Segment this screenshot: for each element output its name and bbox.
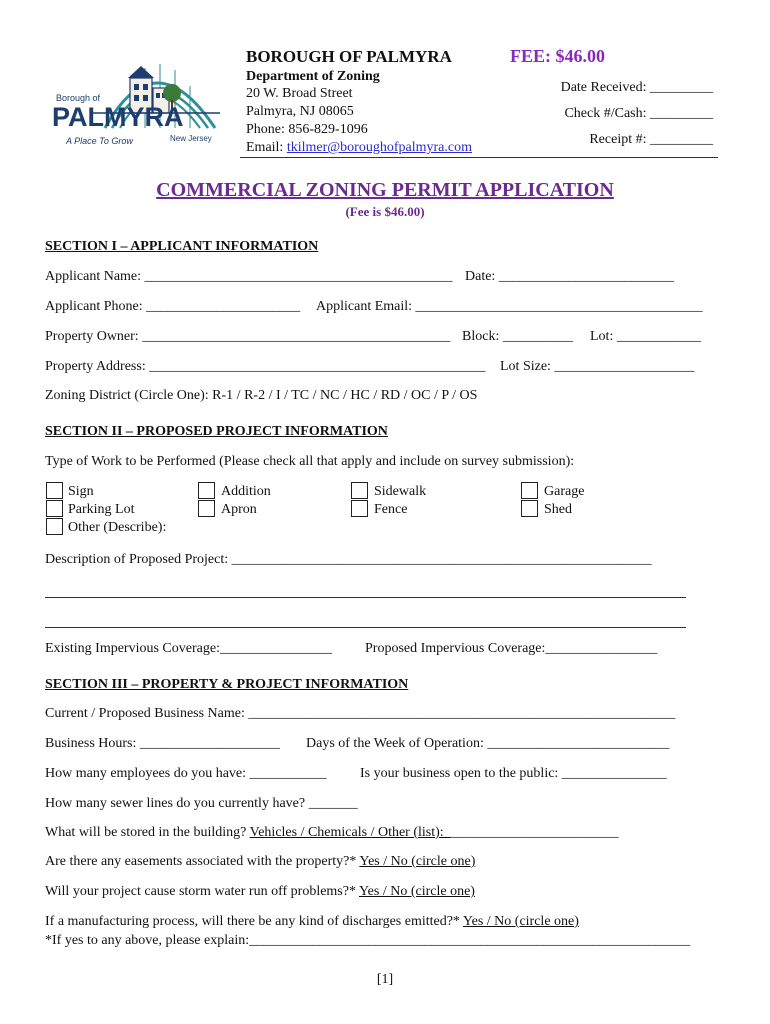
address-line-1: 20 W. Broad Street <box>246 86 353 101</box>
storm-water-question-text: Will your project cause storm water run off problems?* <box>45 884 359 899</box>
fee-label: FEE: $46.00 <box>510 46 606 66</box>
proposed-coverage-field[interactable]: Proposed Impervious Coverage:________________ <box>365 641 658 656</box>
phone-number: Phone: 856-829-1096 <box>246 122 368 137</box>
applicant-name-field[interactable]: Applicant Name: ____________________________________________ <box>45 269 453 284</box>
sidewalk-checkbox[interactable] <box>351 482 368 499</box>
section-1-heading: SECTION I – APPLICANT INFORMATION <box>45 239 319 254</box>
other-checkbox[interactable] <box>46 518 63 535</box>
property-owner-field[interactable]: Property Owner: ____________________________________________ <box>45 329 451 344</box>
stored-question-text: What will be stored in the building? <box>45 825 250 840</box>
logo-palmyra: PALMYRA <box>52 102 184 132</box>
shed-label: Shed <box>544 502 572 517</box>
header-divider <box>240 157 718 158</box>
explain-field[interactable]: *If yes to any above, please explain:_______________________________________________________________ <box>45 933 691 948</box>
easements-question <box>45 854 475 870</box>
manufacturing-question <box>45 914 579 930</box>
existing-coverage-field[interactable]: Existing Impervious Coverage:________________ <box>45 641 332 656</box>
storm-water-question <box>45 884 475 900</box>
sidewalk-label: Sidewalk <box>374 484 427 499</box>
logo-tagline: A Place To Grow <box>66 136 133 146</box>
page-number: [1] <box>376 972 394 987</box>
parking-lot-checkbox[interactable] <box>46 500 63 517</box>
description-line-3[interactable] <box>45 627 686 628</box>
property-address-field[interactable]: Property Address: ________________________________________________ <box>45 359 486 374</box>
form-title: COMMERCIAL ZONING PERMIT APPLICATION <box>156 179 614 201</box>
borough-logo <box>50 48 230 153</box>
apron-label: Apron <box>221 502 257 517</box>
receipt-field[interactable]: Receipt #: _________ <box>589 132 713 147</box>
applicant-phone-field[interactable]: Applicant Phone: ______________________ <box>45 299 301 314</box>
lot-field[interactable]: Lot: ____________ <box>590 329 701 344</box>
zoning-district-options[interactable]: Zoning District (Circle One): R-1 / R-2 / I / TC / NC / HC / RD / OC / P / OS <box>45 388 478 403</box>
easements-yes-no[interactable]: Yes / No (circle one) <box>359 854 476 869</box>
sewer-lines-field[interactable]: How many sewer lines do you currently have? _______ <box>45 796 358 811</box>
date-field[interactable]: Date: _________________________ <box>465 269 674 284</box>
date-received-field[interactable]: Date Received: _________ <box>560 80 713 95</box>
addition-checkbox[interactable] <box>198 482 215 499</box>
sign-checkbox[interactable] <box>46 482 63 499</box>
section-2-heading: SECTION II – PROPOSED PROJECT INFORMATION <box>45 424 388 439</box>
fence-label: Fence <box>374 502 408 517</box>
open-to-public-field[interactable]: Is your business open to the public: _______________ <box>360 766 667 781</box>
manufacturing-question-text: If a manufacturing process, will there be any kind of discharges emitted?* <box>45 914 463 929</box>
shed-checkbox[interactable] <box>521 500 538 517</box>
other-label: Other (Describe): <box>68 520 167 535</box>
stored-list-line[interactable]: ________________________ <box>450 825 619 840</box>
logo-state: New Jersey <box>170 134 212 143</box>
parking-lot-label: Parking Lot <box>68 502 135 517</box>
fence-checkbox[interactable] <box>351 500 368 517</box>
storm-water-yes-no[interactable]: Yes / No (circle one) <box>358 884 475 899</box>
addition-label: Addition <box>221 484 271 499</box>
project-description-field[interactable]: Description of Proposed Project: ____________________________________________________________ <box>45 552 652 567</box>
description-line-2[interactable] <box>45 597 686 598</box>
employees-field[interactable]: How many employees do you have: ___________ <box>45 766 327 781</box>
days-of-week-field[interactable]: Days of the Week of Operation: __________________________ <box>306 736 670 751</box>
easements-question-text: Are there any easements associated with the property?* <box>45 854 360 869</box>
manufacturing-yes-no[interactable]: Yes / No (circle one) <box>462 914 579 929</box>
business-hours-field[interactable]: Business Hours: ____________________ <box>45 736 280 751</box>
applicant-email-field[interactable]: Applicant Email: _________________________________________ <box>316 299 703 314</box>
business-name-field[interactable]: Current / Proposed Business Name: _____________________________________________________________ <box>45 706 676 721</box>
lot-size-field[interactable]: Lot Size: ____________________ <box>500 359 695 374</box>
borough-name: BOROUGH OF PALMYRA <box>246 47 452 66</box>
email-label: Email: <box>246 140 287 155</box>
garage-label: Garage <box>544 484 585 499</box>
check-cash-field[interactable]: Check #/Cash: _________ <box>564 106 713 121</box>
stored-question <box>45 825 619 841</box>
stored-options[interactable]: Vehicles / Chemicals / Other (list):_ <box>249 825 451 840</box>
email-link[interactable]: tkilmer@boroughofpalmyra.com <box>286 140 472 155</box>
email-line <box>246 140 472 156</box>
department-name: Department of Zoning <box>246 69 380 84</box>
block-field[interactable]: Block: __________ <box>462 329 573 344</box>
type-of-work-prompt: Type of Work to be Performed (Please check all that apply and include on survey submission): <box>45 454 575 469</box>
form-subtitle: (Fee is $46.00) <box>345 204 425 219</box>
sign-label: Sign <box>68 484 94 499</box>
apron-checkbox[interactable] <box>198 500 215 517</box>
logo-borough-of: Borough of <box>56 93 101 103</box>
garage-checkbox[interactable] <box>521 482 538 499</box>
address-line-2: Palmyra, NJ 08065 <box>246 104 354 119</box>
section-3-heading: SECTION III – PROPERTY & PROJECT INFORMATION <box>45 677 409 692</box>
